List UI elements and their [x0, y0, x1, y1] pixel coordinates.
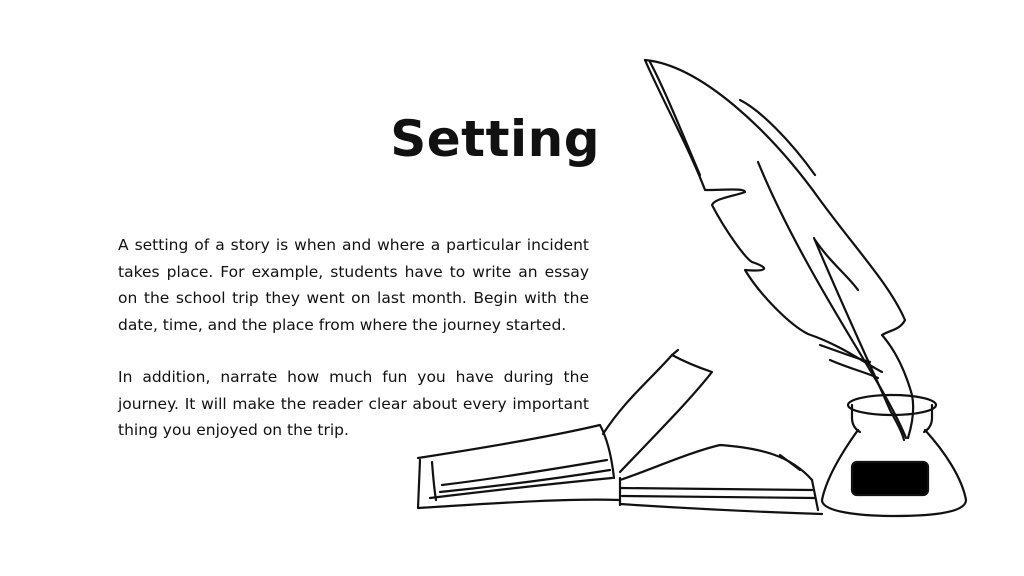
open-book-icon [418, 350, 822, 514]
paragraph-2: In addition, narrate how much fun you have during the journey. It will make the reader clear about every important thing you enjoyed on the trip. [118, 368, 589, 439]
slide-title: Setting [390, 110, 600, 168]
paragraph-1: A setting of a story is when and where a particular incident takes place. For example, students have to write an essay on the school trip they went on last month. Begin with the date, time, and the place from where the journey started. [118, 236, 589, 334]
feather-quill-icon [645, 60, 913, 440]
